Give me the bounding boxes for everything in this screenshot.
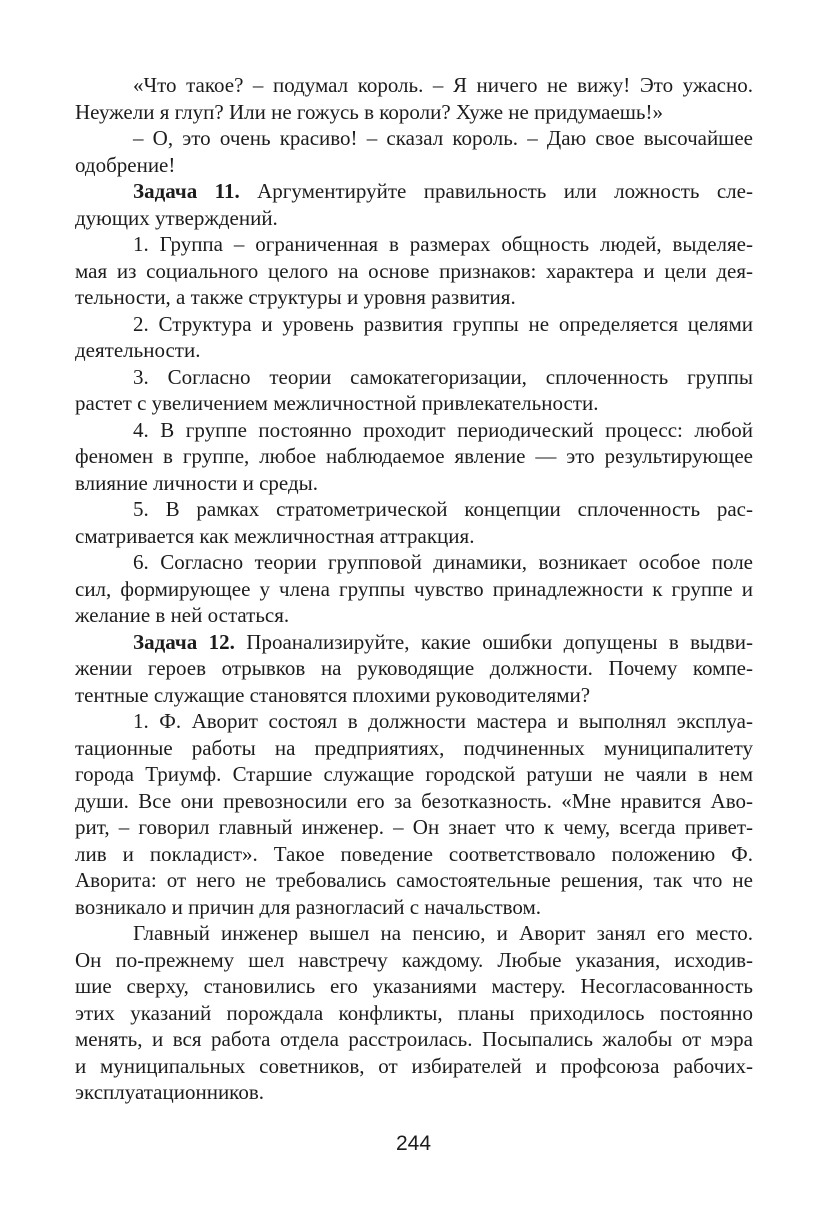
text-line <box>75 72 753 99</box>
text-line <box>75 125 753 152</box>
line-text: 1. Группа – ограниченная в размерах общность людей, выделяе- <box>133 232 753 256</box>
text-line <box>75 152 753 179</box>
line-text: «Что такое? – подумал король. – Я ничего не вижу! Это ужасно. <box>133 73 753 97</box>
line-text: Аргументируйте правильность или ложность сле- <box>239 179 753 203</box>
line-text: 2. Структура и уровень развития группы не определяется целями <box>133 311 753 336</box>
line-text: растет с увеличением межличностной привлекательности. <box>75 391 599 415</box>
line-text: 4. В группе постоянно проходит периодический процесс: любой <box>133 417 753 442</box>
text-paragraph <box>75 231 753 311</box>
line-text: шие сверху, становились его указаниями мастеру. Несогласованность <box>75 974 753 998</box>
text-line <box>75 390 753 417</box>
line-text: одобрение! <box>75 152 176 177</box>
text-line <box>75 496 753 523</box>
line-text: Неужели я глуп? Или не гожусь в короли? Хуже не придумаешь!» <box>75 99 663 124</box>
text-line <box>75 284 753 311</box>
text-line <box>75 788 753 815</box>
line-text: этих указаний порождала конфликты, планы приходилось постоянно <box>75 1000 753 1025</box>
line-text: сил, формирующее у члена группы чувство принадлежности к группе и <box>75 576 753 601</box>
task-label: Задача 11. <box>133 179 240 203</box>
line-text: Он по-прежнему шел навстречу каждому. Любые указания, исходив- <box>75 947 753 972</box>
text-line <box>75 973 753 1000</box>
text-line <box>75 549 753 576</box>
line-text: Главный инженер вышел на пенсию, и Аворит занял его место. <box>133 921 753 945</box>
line-text: дующих утверждений. <box>75 205 278 230</box>
text-line <box>75 761 753 788</box>
line-text: Аворита: от него не требовались самостоятельные решения, так что не <box>75 868 753 892</box>
line-text: Проанализируйте, какие ошибки допущены в выдви- <box>234 629 753 654</box>
text-line <box>75 708 753 735</box>
line-text: города Триумф. Старшие служащие городской ратуши не чаяли в нем <box>75 762 753 786</box>
line-text: – О, это очень красиво! – сказал король. – Даю свое высочайшее <box>133 126 753 150</box>
text-paragraph <box>75 72 753 125</box>
text-line <box>75 337 753 364</box>
line-text: 5. В рамках стратометрической концепции сплоченность рас- <box>133 497 753 521</box>
text-line <box>75 178 753 205</box>
text-line <box>75 205 753 232</box>
text-line <box>75 947 753 974</box>
text-line <box>75 99 753 126</box>
line-text: мая из социального целого на основе признаков: характера и цели дея- <box>75 258 753 283</box>
line-text: желание в ней остаться. <box>75 603 290 627</box>
text-paragraph <box>75 708 753 920</box>
line-text: возникало и причин для разногласий с начальством. <box>75 894 542 919</box>
line-text: тельности, а также структуры и уровня развития. <box>75 285 516 309</box>
text-paragraph <box>75 417 753 497</box>
text-line <box>75 814 753 841</box>
text-line <box>75 655 753 682</box>
text-line <box>75 735 753 762</box>
line-text: лив и покладист». Такое поведение соответствовало положению Ф. <box>75 841 753 866</box>
line-text: влияние личности и среды. <box>75 470 318 495</box>
text-line <box>75 470 753 497</box>
text-line <box>75 1000 753 1027</box>
page-number: 244 <box>395 1132 432 1155</box>
text-line <box>75 231 753 258</box>
text-paragraph <box>75 311 753 364</box>
text-line <box>75 894 753 921</box>
text-line <box>75 364 753 391</box>
line-text: души. Все они превозносили его за безотказность. «Мне нравится Аво- <box>75 788 753 813</box>
line-text: рит, – говорил главный инженер. – Он знает что к чему, всегда привет- <box>75 815 753 839</box>
text-line <box>75 311 753 338</box>
text-paragraph <box>75 364 753 417</box>
line-text: феномен в группе, любое наблюдаемое явление — это результирующее <box>75 444 753 468</box>
text-line <box>75 841 753 868</box>
text-line <box>75 417 753 444</box>
line-text: эксплуатационников. <box>75 1080 264 1104</box>
line-text: тентные служащие становятся плохими руководителями? <box>75 682 591 707</box>
line-text: деятельности. <box>75 338 201 362</box>
text-line <box>75 576 753 603</box>
page-body <box>75 72 753 1106</box>
text-line <box>75 867 753 894</box>
task-heading-paragraph <box>75 629 753 709</box>
line-text: 1. Ф. Аворит состоял в должности мастера и выполнял эксплуа- <box>133 709 753 733</box>
line-text: жении героев отрывков на руководящие должности. Почему компе- <box>75 656 753 680</box>
text-line <box>75 1026 753 1053</box>
text-line <box>75 629 753 656</box>
text-line <box>75 258 753 285</box>
text-line <box>75 1053 753 1080</box>
line-text: 3. Согласно теории самокатегоризации, сплоченность группы <box>133 364 753 389</box>
line-text: сматривается как межличностная аттракция. <box>75 523 475 548</box>
text-line <box>75 523 753 550</box>
text-line <box>75 920 753 947</box>
line-text: 6. Согласно теории групповой динамики, возникает особое поле <box>133 550 753 574</box>
task-heading-paragraph <box>75 178 753 231</box>
text-line <box>75 602 753 629</box>
task-label: Задача 12. <box>133 629 235 654</box>
line-text: и муниципальных советников, от избирателей и профсоюза рабочих- <box>75 1053 753 1078</box>
text-line <box>75 443 753 470</box>
line-text: менять, и вся работа отдела расстроилась. Посыпались жалобы от мэра <box>75 1027 753 1051</box>
text-paragraph <box>75 549 753 629</box>
text-paragraph <box>75 496 753 549</box>
text-paragraph <box>75 920 753 1106</box>
line-text: тационные работы на предприятиях, подчиненных муниципалитету <box>75 735 753 760</box>
text-line <box>75 682 753 709</box>
text-line <box>75 1079 753 1106</box>
text-paragraph <box>75 125 753 178</box>
